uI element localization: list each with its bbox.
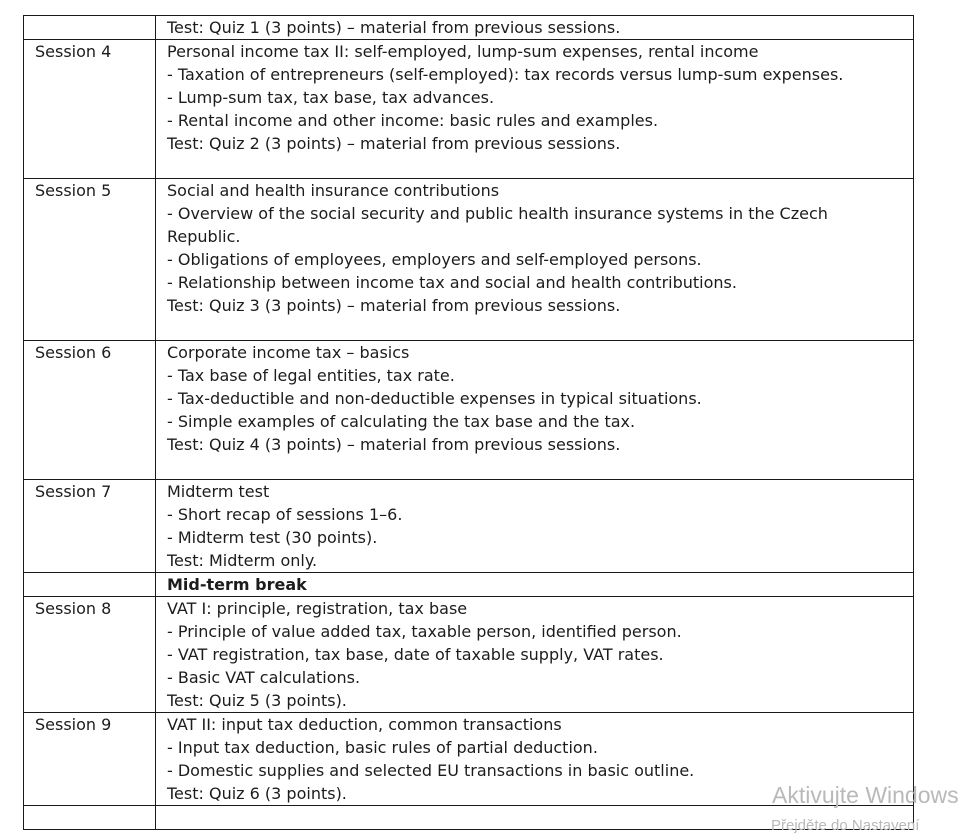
test-info-line: Test: Quiz 4 (3 points) – material from previous sessions.: [167, 435, 621, 454]
partial-row: [24, 806, 914, 830]
bullet-line: - VAT registration, tax base, date of taxable supply, VAT rates.: [167, 645, 664, 664]
bullet-line: - Obligations of employees, employers and self-employed persons.: [167, 250, 702, 269]
section-break-label: Mid-term break: [167, 575, 307, 594]
session-label-cell: [24, 179, 156, 341]
bullet-line: - Relationship between income tax and social and health contributions.: [167, 273, 737, 292]
session-row: [24, 40, 914, 179]
session-row: [24, 597, 914, 713]
session-row: [24, 16, 914, 40]
test-info-line: Test: Quiz 2 (3 points) – material from previous sessions.: [167, 134, 621, 153]
session-row: [24, 341, 914, 480]
section-break-row: [24, 573, 914, 597]
session-topic-title: VAT II: input tax deduction, common transactions: [167, 715, 562, 734]
bullet-line: - Domestic supplies and selected EU transactions in basic outline.: [167, 761, 695, 780]
bullet-line: - Short recap of sessions 1–6.: [167, 505, 403, 524]
bullet-line: - Simple examples of calculating the tax base and the tax.: [167, 412, 636, 431]
watermark-title: Aktivujte Windows: [772, 782, 959, 808]
watermark-subtitle: Přejděte do Nastavení: [771, 817, 920, 834]
session-content-cell: [156, 480, 914, 573]
table-body: [24, 16, 914, 830]
session-content-cell: [156, 573, 914, 597]
session-topic-title: Personal income tax II: self-employed, lump-sum expenses, rental income: [167, 42, 759, 61]
test-info-line: Test: Quiz 5 (3 points).: [167, 691, 347, 710]
session-label: Session 7: [35, 482, 112, 501]
session-label: Session 6: [35, 343, 112, 362]
session-content-cell: [156, 40, 914, 179]
session-content-cell: [156, 16, 914, 40]
bullet-line: - Tax base of legal entities, tax rate.: [167, 366, 455, 385]
session-topic-title: Midterm test: [167, 482, 270, 501]
session-content-cell: [156, 341, 914, 480]
blank-line: [167, 456, 903, 479]
test-info-line: Test: Quiz 6 (3 points).: [167, 784, 347, 803]
session-label: Session 5: [35, 181, 112, 200]
session-topic-title: Social and health insurance contributions: [167, 181, 500, 200]
bullet-line: - Basic VAT calculations.: [167, 668, 361, 687]
bullet-line: - Principle of value added tax, taxable person, identified person.: [167, 622, 682, 641]
session-content-cell: [156, 179, 914, 341]
session-topic-title: Corporate income tax – basics: [167, 343, 410, 362]
test-info-line: Test: Quiz 3 (3 points) – material from previous sessions.: [167, 296, 621, 315]
bullet-line: - Overview of the social security and public health insurance systems in the Czech Republic.: [167, 204, 828, 246]
session-schedule-table: [23, 15, 914, 830]
bullet-line: - Rental income and other income: basic rules and examples.: [167, 111, 659, 130]
blank-line: [167, 155, 903, 178]
session-label-cell: [24, 40, 156, 179]
session-content-cell: [156, 713, 914, 806]
session-row: [24, 179, 914, 341]
session-row: [24, 480, 914, 573]
bullet-line: - Lump-sum tax, tax base, tax advances.: [167, 88, 495, 107]
session-label: Session 8: [35, 599, 112, 618]
empty-cell: [156, 806, 914, 830]
blank-line: [167, 317, 903, 340]
session-content-cell: [156, 597, 914, 713]
bullet-line: - Tax-deductible and non-deductible expenses in typical situations.: [167, 389, 702, 408]
session-label-cell: [24, 480, 156, 573]
session-label-cell: [24, 16, 156, 40]
session-label-cell: [24, 597, 156, 713]
bullet-line: - Midterm test (30 points).: [167, 528, 378, 547]
bullet-line: - Input tax deduction, basic rules of partial deduction.: [167, 738, 598, 757]
bullet-line: - Taxation of entrepreneurs (self-employed): tax records versus lump-sum expenses.: [167, 65, 844, 84]
test-info-line: Test: Midterm only.: [167, 551, 318, 570]
session-label: Session 4: [35, 42, 112, 61]
session-label: Session 9: [35, 715, 112, 734]
session-topic-title: VAT I: principle, registration, tax base: [167, 599, 468, 618]
test-info-line: Test: Quiz 1 (3 points) – material from previous sessions.: [167, 18, 621, 37]
session-label-cell: [24, 713, 156, 806]
empty-cell: [24, 806, 156, 830]
session-label-cell: [24, 573, 156, 597]
session-label-cell: [24, 341, 156, 480]
session-row: [24, 713, 914, 806]
